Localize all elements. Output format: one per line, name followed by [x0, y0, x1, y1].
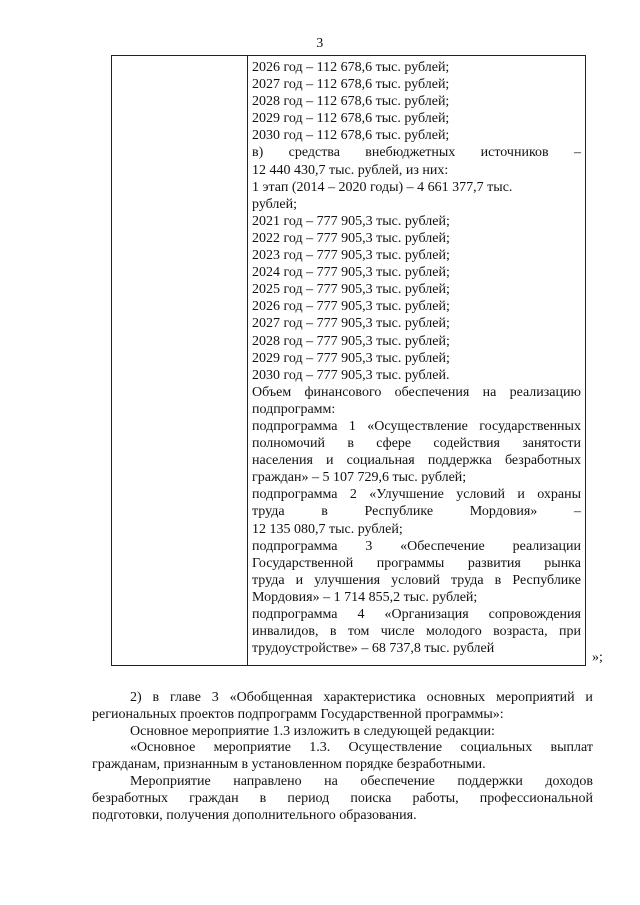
word: сфере: [376, 436, 412, 452]
page-number: 3: [316, 36, 324, 51]
word: граждан: [189, 790, 239, 806]
program-passport-table: [111, 55, 586, 666]
word: 3: [211, 690, 219, 705]
word: программы: [376, 555, 445, 571]
word: 1.3.: [309, 740, 331, 756]
paragraph-line: гражданам, признанным в установленном порядке безработными.: [92, 757, 486, 773]
cell-line: Мордовия» – 1 714 855,2 тыс. рублей;: [252, 589, 478, 605]
word: в: [329, 624, 337, 640]
word: занятости: [522, 436, 581, 452]
word: развития: [467, 555, 521, 571]
word: и: [326, 453, 334, 469]
word: поиска: [350, 790, 392, 806]
word: в: [321, 504, 328, 520]
word: населения: [252, 453, 313, 469]
word: «Основное: [130, 740, 196, 756]
funding-cell: [252, 59, 581, 657]
word: основных: [426, 690, 486, 705]
word: труда: [451, 572, 484, 588]
word: числе: [380, 624, 415, 640]
paragraph-line: региональных проектов подпрограмм Государственной программы»:: [92, 706, 504, 722]
paragraph-line: Основное мероприятие 1.3 изложить в следующей редакции:: [130, 723, 495, 739]
paragraph-line: [92, 774, 593, 791]
cell-line: [252, 503, 581, 520]
paragraph-line: [92, 740, 593, 757]
cell-line: [252, 623, 581, 640]
word: государственных: [479, 418, 581, 434]
word: –: [573, 504, 581, 520]
word: Объем: [252, 384, 292, 400]
paragraph: [92, 724, 593, 741]
cell-line: граждан» – 5 107 729,6 тыс. рублей;: [252, 470, 467, 486]
cell-line: [252, 538, 581, 555]
word: возраста,: [493, 624, 548, 640]
word: работы,: [412, 790, 459, 806]
word: социальных: [460, 740, 533, 756]
word: 4: [357, 607, 365, 622]
word: «Обеспечение: [400, 538, 485, 554]
word: молодого: [426, 624, 482, 640]
word: 2: [349, 487, 357, 503]
cell-line: [252, 555, 581, 572]
cell-line: трудоустройстве» – 68 737,8 тыс. рублей: [252, 641, 495, 657]
word: при: [559, 624, 581, 640]
word: 2): [130, 690, 142, 705]
paragraph-line: подготовки, получения дополнительного образования.: [92, 807, 417, 823]
word: реализации: [512, 538, 581, 554]
word: направлено: [233, 773, 302, 789]
paragraph: [92, 740, 593, 774]
word: характеристика: [323, 690, 416, 705]
word: безработных: [92, 790, 169, 806]
paragraph-line: [92, 690, 593, 707]
word: мероприятий: [495, 690, 575, 705]
word: полномочий: [252, 436, 326, 452]
cell-line: 2028 год – 777 905,3 тыс. рублей;: [252, 333, 450, 349]
word: рынка: [544, 555, 581, 571]
word: «Обобщенная: [229, 690, 313, 705]
word: обеспечение: [360, 773, 435, 789]
word: подпрограмма: [252, 487, 338, 503]
cell-line: рублей;: [252, 196, 297, 212]
word: 3: [365, 538, 373, 554]
word: источников: [480, 145, 549, 161]
word: подпрограмма: [252, 538, 338, 554]
word: –: [573, 145, 581, 161]
word: подпрограмма: [252, 607, 338, 622]
cell-line: [252, 606, 581, 623]
paragraph: [92, 690, 593, 724]
word: и: [517, 487, 525, 503]
cell-line: [252, 144, 581, 161]
word: условий: [391, 572, 440, 588]
word: на: [324, 773, 338, 789]
word: Осуществление: [348, 740, 443, 756]
word: внебюджетных: [365, 145, 456, 161]
word: «Осуществление: [367, 418, 468, 434]
cell-line: подпрограмм:: [252, 401, 336, 417]
word: в: [259, 790, 267, 806]
cell-line: 2024 год – 777 905,3 тыс. рублей;: [252, 265, 450, 281]
word: Государственной: [252, 555, 354, 571]
word: Мероприятие: [130, 773, 211, 789]
word: профессиональной: [479, 790, 593, 806]
word: улучшения: [314, 572, 381, 588]
cell-line: 2030 год – 777 905,3 тыс. рублей.: [252, 367, 450, 383]
word: в: [347, 436, 354, 452]
word: главе: [169, 690, 201, 705]
cell-line: 2026 год – 777 905,3 тыс. рублей;: [252, 299, 450, 315]
word: выплат: [550, 740, 593, 756]
word: труда: [252, 572, 285, 588]
cell-line: [252, 435, 581, 452]
word: содействия: [433, 436, 500, 452]
cell-line: [252, 384, 581, 401]
word: том: [347, 624, 370, 640]
cell-line: 2025 год – 777 905,3 тыс. рублей;: [252, 282, 450, 298]
word: 1: [348, 418, 356, 434]
column-divider: [247, 56, 248, 665]
word: социальная: [346, 453, 415, 469]
word: «Организация: [384, 607, 469, 622]
amendment-text: [92, 690, 593, 824]
cell-line: 2027 год – 777 905,3 тыс. рублей;: [252, 316, 450, 332]
word: средства: [288, 145, 340, 161]
word: безработных: [504, 453, 581, 469]
cell-line: 2028 год – 112 678,6 тыс. рублей;: [252, 94, 450, 110]
cell-line: 2029 год – 112 678,6 тыс. рублей;: [252, 111, 450, 127]
word: на: [482, 384, 497, 400]
word: финансового: [304, 384, 382, 400]
cell-line: 12 440 430,7 тыс. рублей, из них:: [252, 162, 449, 178]
word: поддержка: [427, 453, 492, 469]
cell-line: 2026 год – 112 678,6 тыс. рублей;: [252, 60, 450, 75]
word: условий: [456, 487, 505, 503]
word: в): [252, 145, 264, 161]
closing-quote: »;: [592, 650, 603, 665]
word: подпрограмма: [252, 418, 338, 434]
word: охраны: [537, 487, 581, 503]
cell-line: 2022 год – 777 905,3 тыс. рублей;: [252, 230, 450, 246]
word: и: [585, 690, 593, 705]
word: в: [494, 572, 502, 588]
word: обеспечения: [394, 384, 470, 400]
word: период: [287, 790, 330, 806]
cell-line: 2030 год – 112 678,6 тыс. рублей;: [252, 128, 450, 144]
word: инвалидов,: [252, 624, 319, 640]
paragraph: [92, 774, 593, 824]
cell-line: 2029 год – 777 905,3 тыс. рублей;: [252, 350, 450, 366]
word: поддержки: [457, 773, 523, 789]
word: реализацию: [509, 384, 581, 400]
word: мероприятие: [213, 740, 291, 756]
cell-line: 2021 год – 777 905,3 тыс. рублей;: [252, 213, 450, 229]
cell-line: 12 135 080,7 тыс. рублей;: [252, 521, 403, 537]
word: «Улучшение: [369, 487, 444, 503]
word: Республике: [512, 572, 581, 588]
word: труда: [252, 504, 285, 520]
word: Мордовия»: [469, 504, 538, 520]
cell-line: [252, 572, 581, 589]
paragraph-line: [92, 791, 593, 808]
word: Республике: [364, 504, 434, 520]
word: в: [152, 690, 160, 705]
cell-line: 2023 год – 777 905,3 тыс. рублей;: [252, 248, 450, 264]
cell-line: [252, 452, 581, 469]
cell-line: 2027 год – 112 678,6 тыс. рублей;: [252, 77, 450, 93]
word: сопровождения: [488, 607, 581, 622]
cell-line: [252, 486, 581, 503]
word: доходов: [545, 773, 593, 789]
cell-line: 1 этап (2014 – 2020 годы) – 4 661 377,7 тыс.: [252, 179, 513, 195]
word: и: [295, 572, 304, 588]
cell-line: [252, 418, 581, 435]
